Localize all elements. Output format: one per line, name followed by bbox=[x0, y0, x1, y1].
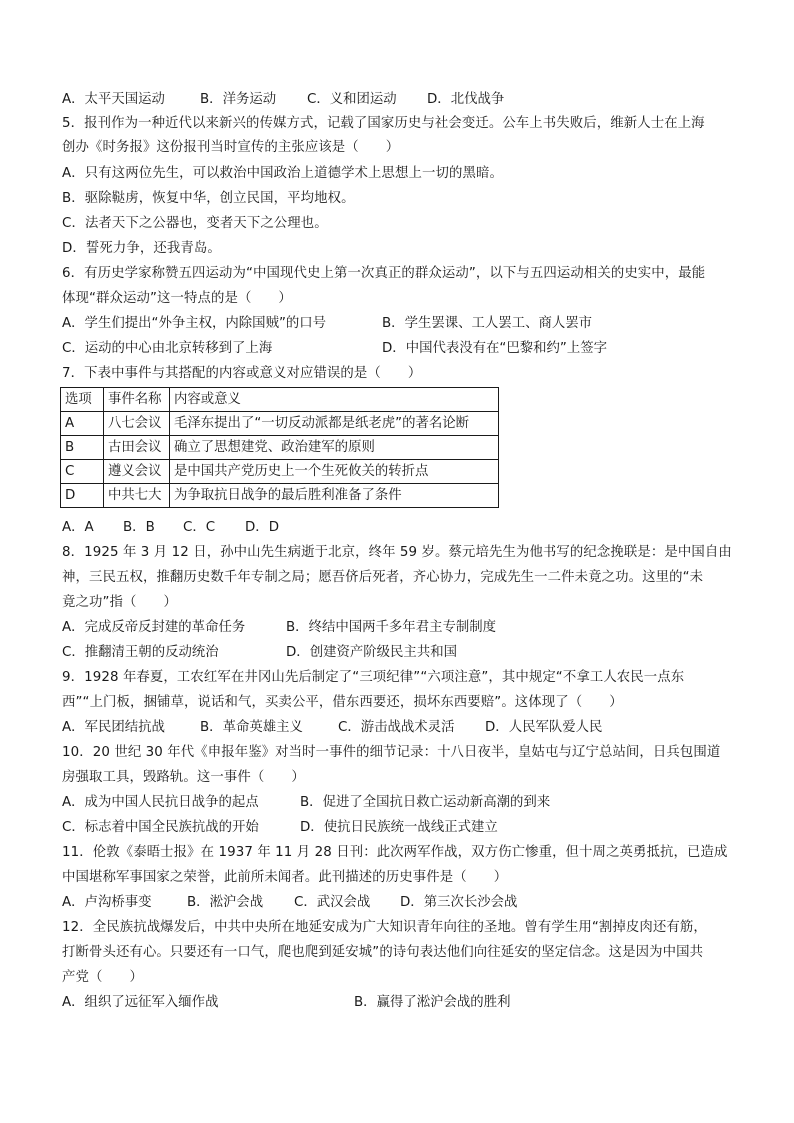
q8-stem-line1: 8．1925 年 3 月 12 日，孙中山先生病逝于北京，终年 59 岁。蔡元培先生为他书写的纪念挽联是：是中国自由 bbox=[62, 545, 732, 560]
q5-option-b: B．驱除鞑虏，恢复中华，创立民国，平均地权。 bbox=[62, 191, 355, 206]
q7-stem: 7．下表中事件与其搭配的内容或意义对应错误的是（ ） bbox=[62, 366, 422, 381]
q6-stem-line2: 体现“群众运动”这一特点的是（ ） bbox=[62, 291, 292, 306]
table-cell: C bbox=[61, 460, 104, 484]
table-row bbox=[61, 436, 499, 460]
q8-option-c: C．推翻清王朝的反动统治 bbox=[62, 645, 219, 660]
q6-option-c: C．运动的中心由北京转移到了上海 bbox=[62, 341, 273, 356]
q5-option-a: A．只有这两位先生，可以救治中国政治上道德学术上思想上一切的黑暗。 bbox=[62, 166, 503, 181]
table-cell: 八七会议 bbox=[104, 412, 170, 436]
q7-option-d: D．D bbox=[245, 520, 280, 535]
q10-option-a: A．成为中国人民抗日战争的起点 bbox=[62, 795, 259, 810]
q8-stem-line3: 竟之功”指（ ） bbox=[62, 595, 177, 610]
q11-stem-line2: 中国堪称军事国家之荣誉，此前所未闻者。此刊描述的历史事件是（ ） bbox=[62, 870, 508, 885]
q6-option-b: B．学生罢课、工人罢工、商人罢市 bbox=[382, 316, 593, 331]
q7-option-b: B．B bbox=[123, 520, 155, 535]
q8-stem-line2: 神，三民五权，推翻历史数千年专制之局；愿吾侪后死者，齐心协力，完成先生一二件未竟之功。这里的“未 bbox=[62, 570, 704, 585]
q6-option-d: D．中国代表没有在“巴黎和约”上签字 bbox=[382, 341, 608, 356]
q11-option-b: B．淞沪会战 bbox=[187, 895, 264, 910]
q5-stem-line1: 5．报刊作为一种近代以来新兴的传媒方式，记载了国家历史与社会变迁。公车上书失败后，维新人士在上海 bbox=[62, 116, 705, 131]
q7-option-c: C．C bbox=[183, 520, 216, 535]
q4-option-c: C．义和团运动 bbox=[307, 92, 397, 107]
q12-stem-line3: 产党（ ） bbox=[62, 970, 143, 985]
table-cell: 为争取抗日战争的最后胜利准备了条件 bbox=[170, 484, 499, 508]
q9-option-c: C．游击战战术灵活 bbox=[338, 720, 455, 735]
q5-option-c: C．法者天下之公器也，变者天下之公理也。 bbox=[62, 216, 328, 231]
q7-table bbox=[60, 387, 499, 508]
q10-stem-line2: 房强取工具，毁路轨。这一事件（ ） bbox=[62, 770, 305, 785]
q5-option-d: D．誓死力争，还我青岛。 bbox=[62, 241, 221, 256]
table-cell: A bbox=[61, 412, 104, 436]
table-cell: B bbox=[61, 436, 104, 460]
q5-stem-line2: 创办《时务报》这份报刊当时宣传的主张应该是（ ） bbox=[62, 140, 400, 155]
q7-option-a: A．A bbox=[62, 520, 94, 535]
q10-stem-line1: 10．20 世纪 30 年代《申报年鉴》对当时一事件的细节记录：十八日夜半，皇姑屯与辽宁总站间，日兵包围道 bbox=[62, 745, 721, 760]
q10-option-b: B．促进了全国抗日救亡运动新高潮的到来 bbox=[300, 795, 551, 810]
table-cell: 是中国共产党历史上一个生死攸关的转折点 bbox=[170, 460, 499, 484]
q6-stem-line1: 6．有历史学家称赞五四运动为“中国现代史上第一次真正的群众运动”，以下与五四运动相关的史实中，最能 bbox=[62, 266, 706, 281]
q9-option-b: B．革命英雄主义 bbox=[200, 720, 303, 735]
q9-stem-line1: 9．1928 年春夏，工农红军在井冈山先后制定了“三项纪律”“六项注意”，其中规定“不拿工人农民一点东 bbox=[62, 670, 685, 685]
q6-option-a: A．学生们提出“外争主权，内除国贼”的口号 bbox=[62, 316, 327, 331]
table-row bbox=[61, 484, 499, 508]
q8-option-b: B．终结中国两千多年君主专制制度 bbox=[286, 620, 497, 635]
q8-option-a: A．完成反帝反封建的革命任务 bbox=[62, 620, 246, 635]
table-header-cell: 内容或意义 bbox=[170, 388, 499, 412]
table-cell: 遵义会议 bbox=[104, 460, 170, 484]
q10-option-d: D．使抗日民族统一战线正式建立 bbox=[300, 820, 498, 835]
q9-stem-line2: 西”“上门板，捆铺草，说话和气，买卖公平，借东西要还，损坏东西要赔”。这体现了（ ） bbox=[62, 695, 623, 710]
table-row bbox=[61, 412, 499, 436]
table-cell: 古田会议 bbox=[104, 436, 170, 460]
q4-option-d: D．北伐战争 bbox=[427, 92, 505, 107]
q8-option-d: D．创建资产阶级民主共和国 bbox=[286, 645, 457, 660]
q9-option-d: D．人民军队爱人民 bbox=[485, 720, 603, 735]
table-header-row bbox=[61, 388, 499, 412]
table-header-cell: 事件名称 bbox=[104, 388, 170, 412]
q12-option-a: A．组织了远征军入缅作战 bbox=[62, 995, 219, 1010]
table-cell: 确立了思想建党、政治建军的原则 bbox=[170, 436, 499, 460]
q11-stem-line1: 11．伦敦《泰晤士报》在 1937 年 11 月 28 日刊：此次两军作战，双方伤亡惨重，但十周之英勇抵抗，已造成 bbox=[62, 845, 728, 860]
q4-option-a: A．太平天国运动 bbox=[62, 92, 165, 107]
q11-option-d: D．第三次长沙会战 bbox=[400, 895, 518, 910]
table-cell: 毛泽东提出了“一切反动派都是纸老虎”的著名论断 bbox=[170, 412, 499, 436]
q12-option-b: B．赢得了淞沪会战的胜利 bbox=[354, 995, 511, 1010]
table-cell: 中共七大 bbox=[104, 484, 170, 508]
q4-option-b: B．洋务运动 bbox=[200, 92, 277, 107]
q11-option-a: A．卢沟桥事变 bbox=[62, 895, 152, 910]
table-header-cell: 选项 bbox=[61, 388, 104, 412]
q12-stem-line2: 打断骨头还有心。只要还有一口气，爬也爬到延安城”的诗句表达他们向往延安的坚定信念。这是因为中国共 bbox=[62, 945, 704, 960]
q10-option-c: C．标志着中国全民族抗战的开始 bbox=[62, 820, 259, 835]
q9-option-a: A．军民团结抗战 bbox=[62, 720, 165, 735]
table-row bbox=[61, 460, 499, 484]
table-cell: D bbox=[61, 484, 104, 508]
q11-option-c: C．武汉会战 bbox=[294, 895, 371, 910]
q12-stem-line1: 12．全民族抗战爆发后，中共中央所在地延安成为广大知识青年向往的圣地。曾有学生用“割掉皮肉还有筋， bbox=[62, 920, 707, 935]
